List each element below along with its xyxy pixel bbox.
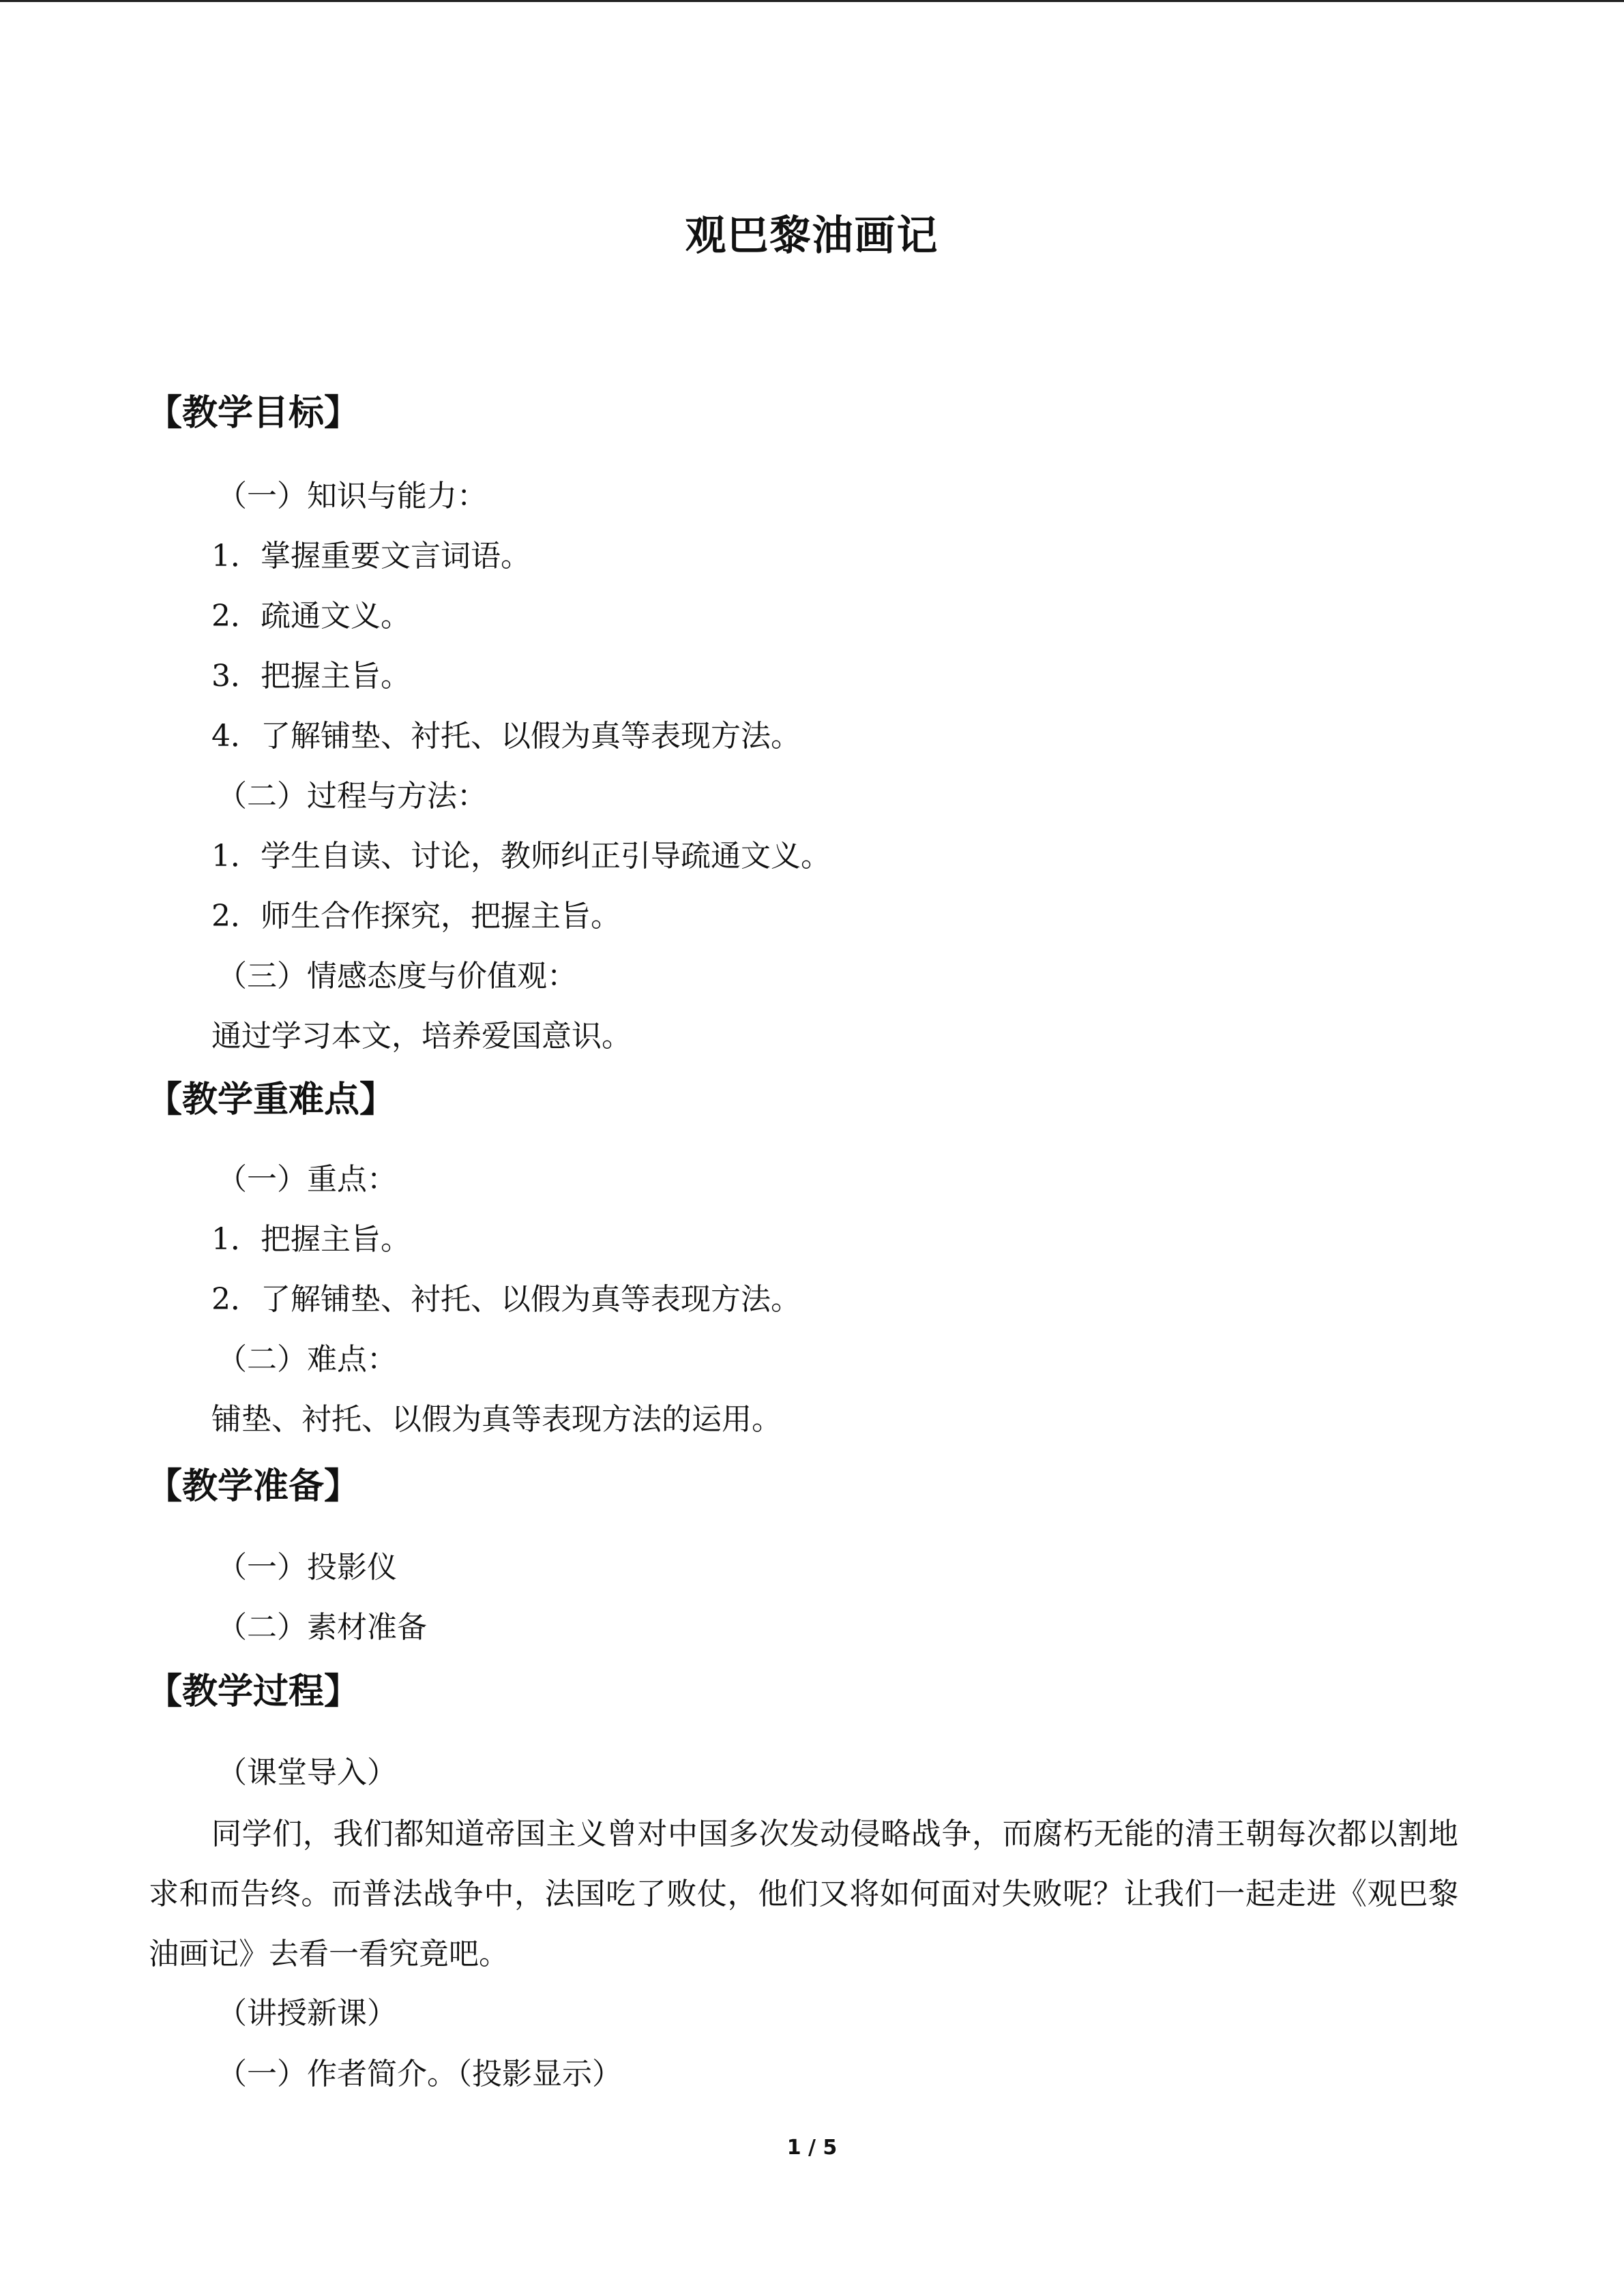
section-heading-keypoints: 【教学重难点】 (147, 1079, 396, 1120)
subheading-knowledge: （一）知识与能力： (217, 479, 487, 513)
subheading-key: （一）重点： (217, 1162, 397, 1197)
list-item: 4．了解铺垫、衬托、以假为真等表现方法。 (211, 719, 801, 754)
list-item: 1．学生自读、讨论，教师纠正引导疏通文义。 (211, 839, 831, 874)
list-item: 1．掌握重要文言词语。 (211, 539, 531, 573)
subheading-author: （一）作者简介。（投影显示） (217, 2057, 622, 2091)
values-text: 通过学习本文，培养爱国意识。 (211, 1019, 632, 1054)
list-item: （二）素材准备 (217, 1610, 427, 1645)
top-border-line (0, 0, 1624, 2)
list-item: 1．把握主旨。 (211, 1222, 411, 1257)
list-item: 2．疏通文义。 (211, 599, 411, 633)
page-number: 1 / 5 (786, 2136, 838, 2160)
difficulty-text: 铺垫、衬托、以假为真等表现方法的运用。 (211, 1402, 782, 1437)
list-item: （一）投影仪 (217, 1550, 397, 1585)
section-heading-goals: 【教学目标】 (147, 393, 360, 434)
subheading-lecture: （讲授新课） (217, 1996, 397, 2031)
subheading-values: （三）情感态度与价值观： (217, 959, 577, 994)
subheading-difficulty: （二）难点： (217, 1342, 397, 1377)
section-heading-process: 【教学过程】 (147, 1671, 360, 1712)
intro-paragraph: 同学们，我们都知道帝国主义曾对中国多次发动侵略战争，而腐朽无能的清王朝每次都以割地求和而告终。而普法战争中，法国吃了败仗，他们又将如何面对失败呢？让我们一起走进《观巴黎油画记》去看一看究竟吧。 (149, 1817, 1458, 1971)
list-item: 3．把握主旨。 (211, 659, 411, 694)
list-item: 2．了解铺垫、衬托、以假为真等表现方法。 (211, 1282, 801, 1317)
document-title: 观巴黎油画记 (685, 212, 939, 260)
section-heading-preparation: 【教学准备】 (147, 1466, 360, 1507)
list-item: 2．师生合作探究，把握主旨。 (211, 899, 621, 934)
subheading-intro: （课堂导入） (217, 1755, 397, 1790)
subheading-process-method: （二）过程与方法： (217, 779, 487, 814)
